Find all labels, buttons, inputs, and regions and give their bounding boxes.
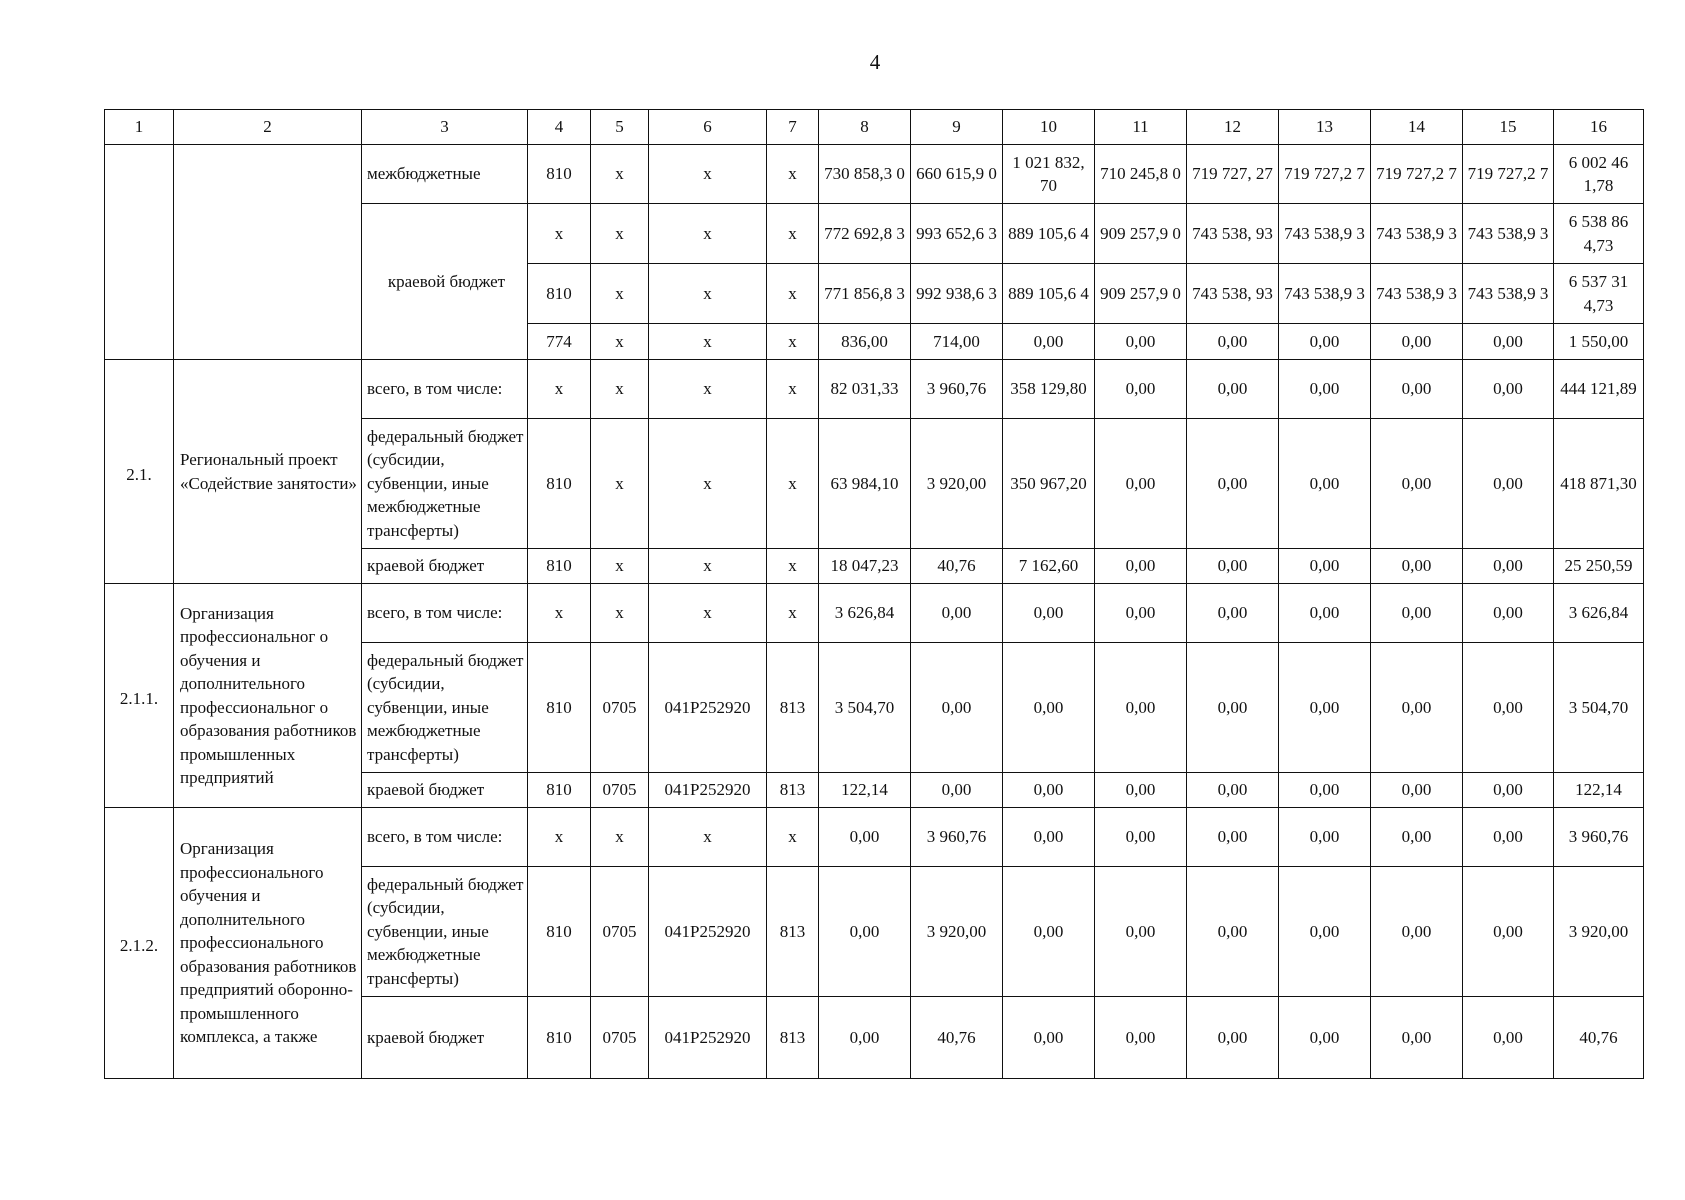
cell: 0,00 xyxy=(1003,643,1095,773)
cell: 358 129,80 xyxy=(1003,360,1095,419)
cell: x xyxy=(528,204,591,264)
cell: 0,00 xyxy=(1003,997,1095,1079)
cell: 0,00 xyxy=(1003,584,1095,643)
cell: x xyxy=(649,324,767,360)
cell: 122,14 xyxy=(1554,773,1644,808)
cell: 6 538 86 4,73 xyxy=(1554,204,1644,264)
row-number-cell xyxy=(105,145,174,360)
cell: 418 871,30 xyxy=(1554,419,1644,549)
cell: 0,00 xyxy=(819,808,911,867)
cell: 813 xyxy=(767,773,819,808)
source-cell: всего, в том числе: xyxy=(362,584,528,643)
page-number: 4 xyxy=(869,50,881,74)
cell: 3 920,00 xyxy=(911,419,1003,549)
cell: 730 858,3 0 xyxy=(819,145,911,204)
cell: 0,00 xyxy=(1463,997,1554,1079)
header-cell: 3 xyxy=(362,110,528,145)
cell: 0,00 xyxy=(1279,324,1371,360)
cell: 743 538, 93 xyxy=(1187,264,1279,324)
cell: 0,00 xyxy=(1095,419,1187,549)
cell: 660 615,9 0 xyxy=(911,145,1003,204)
table-row xyxy=(105,584,1644,643)
cell: x xyxy=(649,808,767,867)
cell: 714,00 xyxy=(911,324,1003,360)
item-name-cell xyxy=(174,145,362,360)
cell: 719 727, 27 xyxy=(1187,145,1279,204)
cell: 0,00 xyxy=(911,643,1003,773)
cell: 25 250,59 xyxy=(1554,549,1644,584)
cell: 836,00 xyxy=(819,324,911,360)
source-cell: краевой бюджет xyxy=(362,204,528,360)
cell: 0,00 xyxy=(1187,867,1279,997)
cell: 0,00 xyxy=(1279,549,1371,584)
cell: 0,00 xyxy=(1371,419,1463,549)
cell: 0,00 xyxy=(1371,643,1463,773)
item-name-cell: Региональный проект «Содействие занятости» xyxy=(174,360,362,584)
cell: 40,76 xyxy=(911,549,1003,584)
cell: 0,00 xyxy=(911,584,1003,643)
cell: 0,00 xyxy=(1279,997,1371,1079)
source-cell: краевой бюджет xyxy=(362,549,528,584)
cell: x xyxy=(649,145,767,204)
cell: x xyxy=(649,204,767,264)
cell: 0,00 xyxy=(1095,549,1187,584)
cell: 0,00 xyxy=(1463,773,1554,808)
cell: x xyxy=(591,145,649,204)
cell: 0,00 xyxy=(1463,360,1554,419)
cell: 3 504,70 xyxy=(819,643,911,773)
cell: 813 xyxy=(767,997,819,1079)
header-cell: 9 xyxy=(911,110,1003,145)
cell: 0,00 xyxy=(1187,419,1279,549)
cell: 3 960,76 xyxy=(1554,808,1644,867)
row-number-cell: 2.1.1. xyxy=(105,584,174,808)
cell: 0,00 xyxy=(1003,324,1095,360)
cell: x xyxy=(767,360,819,419)
cell: 6 002 46 1,78 xyxy=(1554,145,1644,204)
cell: 0,00 xyxy=(1187,324,1279,360)
cell: 0,00 xyxy=(1279,808,1371,867)
cell: 810 xyxy=(528,773,591,808)
source-cell: всего, в том числе: xyxy=(362,808,528,867)
cell: x xyxy=(528,360,591,419)
cell: 810 xyxy=(528,145,591,204)
source-cell: краевой бюджет xyxy=(362,997,528,1079)
header-cell: 16 xyxy=(1554,110,1644,145)
cell: 0,00 xyxy=(1095,584,1187,643)
source-cell: краевой бюджет xyxy=(362,773,528,808)
cell: 40,76 xyxy=(911,997,1003,1079)
header-cell: 11 xyxy=(1095,110,1187,145)
cell: 810 xyxy=(528,264,591,324)
cell: x xyxy=(649,549,767,584)
cell: 0,00 xyxy=(1463,419,1554,549)
header-cell: 4 xyxy=(528,110,591,145)
cell: 0,00 xyxy=(1003,773,1095,808)
cell: 82 031,33 xyxy=(819,360,911,419)
cell: 041P252920 xyxy=(649,867,767,997)
cell: 041P252920 xyxy=(649,643,767,773)
cell: 122,14 xyxy=(819,773,911,808)
cell: x xyxy=(591,264,649,324)
cell: 0705 xyxy=(591,867,649,997)
cell: 743 538, 93 xyxy=(1187,204,1279,264)
cell: 0,00 xyxy=(1095,360,1187,419)
source-cell: федеральный бюджет (субсидии, субвенции, иные межбюджетные трансферты) xyxy=(362,867,528,997)
cell: x xyxy=(591,419,649,549)
header-cell: 5 xyxy=(591,110,649,145)
cell: 0,00 xyxy=(1371,549,1463,584)
cell: x xyxy=(767,204,819,264)
cell: x xyxy=(591,360,649,419)
cell: 743 538,9 3 xyxy=(1371,264,1463,324)
cell: 0,00 xyxy=(1371,324,1463,360)
cell: 0,00 xyxy=(1095,867,1187,997)
cell: 810 xyxy=(528,549,591,584)
cell: 0,00 xyxy=(1371,867,1463,997)
cell: 719 727,2 7 xyxy=(1279,145,1371,204)
cell: 813 xyxy=(767,643,819,773)
cell: 3 626,84 xyxy=(1554,584,1644,643)
cell: 6 537 31 4,73 xyxy=(1554,264,1644,324)
cell: 18 047,23 xyxy=(819,549,911,584)
cell: 041P252920 xyxy=(649,773,767,808)
cell: 0,00 xyxy=(1279,360,1371,419)
cell: 992 938,6 3 xyxy=(911,264,1003,324)
cell: x xyxy=(649,264,767,324)
cell: 7 162,60 xyxy=(1003,549,1095,584)
header-cell: 6 xyxy=(649,110,767,145)
cell: 0,00 xyxy=(1095,997,1187,1079)
item-name-cell: Организация профессионального обучения и дополнительного профессионального образования работников предприятий оборонно-промышленного комплекса, а также xyxy=(174,808,362,1079)
cell: 3 626,84 xyxy=(819,584,911,643)
cell: 743 538,9 3 xyxy=(1279,264,1371,324)
cell: 3 920,00 xyxy=(911,867,1003,997)
cell: x xyxy=(649,360,767,419)
source-cell: межбюджетные xyxy=(362,145,528,204)
cell: 810 xyxy=(528,643,591,773)
cell: 743 538,9 3 xyxy=(1371,204,1463,264)
cell: 0,00 xyxy=(1463,867,1554,997)
cell: 0,00 xyxy=(1095,808,1187,867)
row-number-cell: 2.1. xyxy=(105,360,174,584)
cell: 774 xyxy=(528,324,591,360)
source-cell: всего, в том числе: xyxy=(362,360,528,419)
header-cell: 15 xyxy=(1463,110,1554,145)
cell: 0,00 xyxy=(911,773,1003,808)
cell: 3 504,70 xyxy=(1554,643,1644,773)
cell: 0,00 xyxy=(1463,324,1554,360)
header-cell: 10 xyxy=(1003,110,1095,145)
row-number-cell: 2.1.2. xyxy=(105,808,174,1079)
cell: 0,00 xyxy=(1463,584,1554,643)
cell: 719 727,2 7 xyxy=(1463,145,1554,204)
header-row xyxy=(105,110,1644,145)
cell: 0,00 xyxy=(1463,549,1554,584)
cell: 0,00 xyxy=(1279,643,1371,773)
cell: x xyxy=(649,584,767,643)
cell: 0,00 xyxy=(1463,808,1554,867)
cell: 041P252920 xyxy=(649,997,767,1079)
cell: 0,00 xyxy=(1371,584,1463,643)
cell: 1 550,00 xyxy=(1554,324,1644,360)
cell: x xyxy=(767,324,819,360)
cell: 810 xyxy=(528,997,591,1079)
cell: 0,00 xyxy=(1371,997,1463,1079)
cell: 0,00 xyxy=(1003,867,1095,997)
cell: x xyxy=(767,145,819,204)
table-row xyxy=(105,808,1644,867)
table-row xyxy=(105,360,1644,419)
cell: x xyxy=(767,549,819,584)
cell: 889 105,6 4 xyxy=(1003,264,1095,324)
header-cell: 2 xyxy=(174,110,362,145)
cell: 0,00 xyxy=(1371,773,1463,808)
cell: 810 xyxy=(528,867,591,997)
header-cell: 14 xyxy=(1371,110,1463,145)
cell: x xyxy=(591,549,649,584)
cell: 772 692,8 3 xyxy=(819,204,911,264)
cell: 0,00 xyxy=(1187,643,1279,773)
cell: 813 xyxy=(767,867,819,997)
cell: 0,00 xyxy=(1187,584,1279,643)
cell: 0,00 xyxy=(1463,643,1554,773)
cell: 0,00 xyxy=(1003,808,1095,867)
cell: 0705 xyxy=(591,643,649,773)
cell: 810 xyxy=(528,419,591,549)
header-cell: 12 xyxy=(1187,110,1279,145)
cell: 3 960,76 xyxy=(911,360,1003,419)
cell: 0,00 xyxy=(1095,773,1187,808)
cell: 710 245,8 0 xyxy=(1095,145,1187,204)
cell: 909 257,9 0 xyxy=(1095,204,1187,264)
cell: 889 105,6 4 xyxy=(1003,204,1095,264)
budget-table xyxy=(104,109,1644,1079)
cell: 0,00 xyxy=(1095,324,1187,360)
cell: 0,00 xyxy=(1095,643,1187,773)
cell: 0,00 xyxy=(1279,773,1371,808)
cell: x xyxy=(767,264,819,324)
header-cell: 13 xyxy=(1279,110,1371,145)
cell: x xyxy=(767,584,819,643)
cell: 350 967,20 xyxy=(1003,419,1095,549)
cell: 0,00 xyxy=(1187,549,1279,584)
cell: x xyxy=(767,419,819,549)
cell: 993 652,6 3 xyxy=(911,204,1003,264)
cell: 0,00 xyxy=(1279,867,1371,997)
cell: x xyxy=(528,808,591,867)
cell: 444 121,89 xyxy=(1554,360,1644,419)
cell: x xyxy=(591,584,649,643)
cell: 743 538,9 3 xyxy=(1463,204,1554,264)
cell: 0705 xyxy=(591,997,649,1079)
cell: 0,00 xyxy=(1187,360,1279,419)
cell: 0,00 xyxy=(1187,773,1279,808)
cell: 0,00 xyxy=(1187,808,1279,867)
header-cell: 7 xyxy=(767,110,819,145)
header-cell: 1 xyxy=(105,110,174,145)
cell: 40,76 xyxy=(1554,997,1644,1079)
cell: x xyxy=(591,324,649,360)
cell: 0,00 xyxy=(819,997,911,1079)
cell: x xyxy=(591,204,649,264)
cell: 0,00 xyxy=(819,867,911,997)
cell: x xyxy=(767,808,819,867)
cell: 3 920,00 xyxy=(1554,867,1644,997)
cell: x xyxy=(591,808,649,867)
cell: x xyxy=(528,584,591,643)
source-cell: федеральный бюджет (субсидии, субвенции, иные межбюджетные трансферты) xyxy=(362,419,528,549)
cell: 0,00 xyxy=(1279,419,1371,549)
cell: 909 257,9 0 xyxy=(1095,264,1187,324)
cell: 719 727,2 7 xyxy=(1371,145,1463,204)
cell: x xyxy=(649,419,767,549)
cell: 63 984,10 xyxy=(819,419,911,549)
cell: 771 856,8 3 xyxy=(819,264,911,324)
cell: 743 538,9 3 xyxy=(1463,264,1554,324)
cell: 0,00 xyxy=(1371,808,1463,867)
item-name-cell: Организация профессиональног о обучения и дополнительного профессиональног о образования работников промышленных предприятий xyxy=(174,584,362,808)
cell: 0705 xyxy=(591,773,649,808)
source-cell: федеральный бюджет (субсидии, субвенции, иные межбюджетные трансферты) xyxy=(362,643,528,773)
header-cell: 8 xyxy=(819,110,911,145)
table-row xyxy=(105,145,1644,204)
cell: 3 960,76 xyxy=(911,808,1003,867)
cell: 0,00 xyxy=(1187,997,1279,1079)
cell: 1 021 832, 70 xyxy=(1003,145,1095,204)
cell: 743 538,9 3 xyxy=(1279,204,1371,264)
cell: 0,00 xyxy=(1279,584,1371,643)
cell: 0,00 xyxy=(1371,360,1463,419)
